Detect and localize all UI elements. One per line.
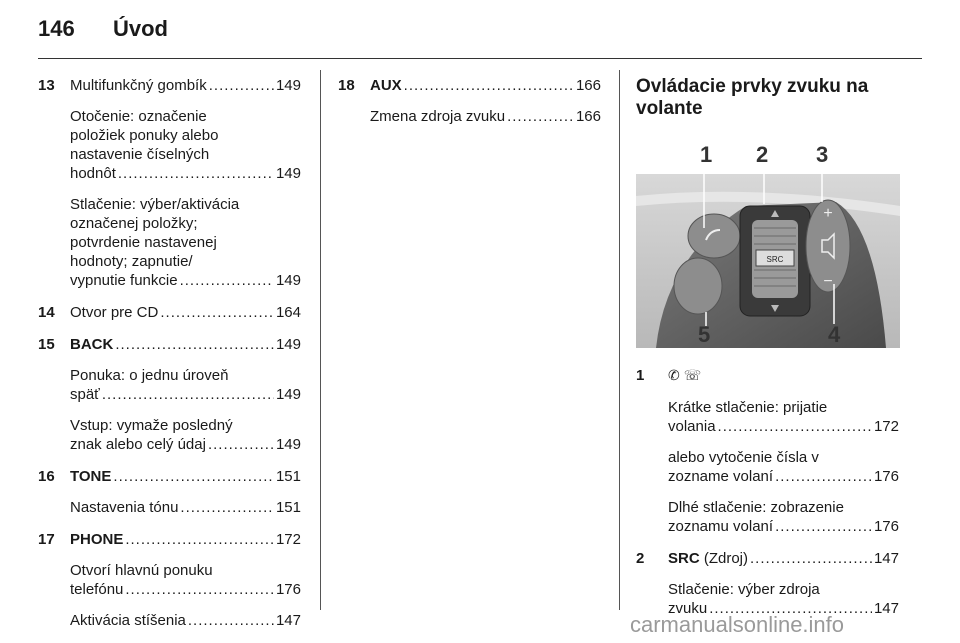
entry-label: Otvor pre CD [70,304,159,321]
sub-line: položiek ponuky alebo [70,127,219,144]
dot-leader [775,517,872,536]
sub-line: Ponuka: o jednu úroveň [70,367,229,384]
list-item [338,76,601,126]
callout-2: 2 [756,142,769,167]
callout-5: 5 [698,322,711,347]
entry-label: SRC [668,550,700,567]
dot-leader [113,467,274,486]
callout-1: 1 [700,142,713,167]
sub-line: Stlačenie: výber zdroja [668,581,820,598]
entry-text [668,467,773,486]
src-label: SRC [766,255,784,264]
item-number: 18 [338,77,355,94]
dotted-line [70,530,301,549]
page-ref: 176 [873,468,899,485]
dot-leader [125,530,274,549]
callout-3: 3 [816,142,829,167]
entry-label: hodnôt [70,165,116,182]
list-item [38,303,301,322]
dotted-line [70,435,301,454]
dot-leader [750,549,872,568]
sub-line: Vstup: vymaže posledný [70,417,233,434]
item-number: 17 [38,531,55,548]
entry-label: zoznamu volaní [668,518,774,535]
sub-entry [70,195,301,290]
sub-line: alebo vytočenie čísla v [668,449,819,466]
page-ref: 147 [873,600,899,617]
watermark: carmanualsonline.info [630,612,845,637]
entry-label: Multifunkčný gombík [70,77,207,94]
page-ref: 149 [275,336,301,353]
dot-leader [115,335,274,354]
page-ref: 172 [873,418,899,435]
page-ref: 151 [275,499,301,516]
entry-label-suffix: (Zdroj) [699,550,749,567]
entry-text [70,580,123,599]
sub-line: Krátke stlačenie: prijatie [668,399,828,416]
page-ref: 166 [575,77,601,94]
dot-leader [160,303,274,322]
dotted-line [668,517,899,536]
dotted-line [668,417,899,436]
column-divider [619,70,620,610]
dotted-line [370,107,601,126]
sub-entry [70,611,301,630]
dot-leader [404,76,574,95]
entry-label: Zmena zdroja zvuku [370,108,506,125]
sub-line: nastavenie číselných [70,146,210,163]
page-ref: 149 [275,436,301,453]
dotted-line [370,76,601,95]
sub-entry [668,448,899,486]
list-item [38,467,301,517]
sub-entry [70,107,301,183]
page-ref: 147 [275,612,301,629]
item-number: 2 [636,550,645,567]
svg-text:−: − [823,273,833,290]
entry-label: AUX [370,77,402,94]
sub-line: označenej položky; [70,215,198,232]
entry-label: zozname volaní [668,468,774,485]
page-ref: 151 [275,468,301,485]
phone-icon: ✆☏ [668,368,706,384]
page-title: Úvod [113,16,168,41]
page-ref: 164 [275,304,301,321]
dot-leader [118,164,274,183]
entry-text [668,549,748,568]
list-item [636,549,899,618]
svg-text:+: + [823,205,833,222]
sub-entry [370,107,601,126]
list-item [636,366,899,536]
callout-4: 4 [828,322,841,347]
page-ref: 147 [873,550,899,567]
sub-entry [70,561,301,599]
dot-leader [718,417,872,436]
entry-text [70,530,123,549]
page-number: 146 [38,16,75,41]
page-ref: 149 [275,272,301,289]
page-ref: 149 [275,77,301,94]
entry-label: späť [70,386,100,403]
steering-wheel-controls-figure [636,136,900,348]
dot-leader [775,467,872,486]
entry-label: volania [668,418,716,435]
dotted-line [70,335,301,354]
entry-text [70,271,178,290]
entry-text [370,76,402,95]
column-1 [38,76,301,643]
entry-label: BACK [70,336,114,353]
dotted-line [70,303,301,322]
column-2 [338,76,601,139]
sub-entry [668,398,899,436]
page-ref: 149 [275,165,301,182]
page-header [38,16,168,42]
sub-entry [70,416,301,454]
column-3 [636,76,899,631]
item-number: 1 [636,367,645,384]
dot-leader [507,107,574,126]
sub-line: potvrdenie nastavenej [70,234,217,251]
dotted-line [70,164,301,183]
entry-label: Nastavenia tónu [70,499,179,516]
entry-text [70,164,116,183]
entry-text [668,417,716,436]
item-number: 15 [38,336,55,353]
dotted-line [668,549,899,568]
entry-text [70,303,158,322]
dotted-line [70,611,301,630]
entry-label: zvuku [668,600,708,617]
dot-leader [188,611,274,630]
entry-text [70,435,206,454]
dotted-line [70,271,301,290]
entry-text [70,335,113,354]
dotted-line [70,76,301,95]
header-rule [38,58,922,59]
entry-label: Aktivácia stíšenia [70,612,186,629]
dot-leader [209,76,274,95]
entry-text [70,76,207,95]
dotted-line [668,467,899,486]
sub-line: Otvorí hlavnú ponuku [70,562,213,579]
page-ref: 166 [575,108,601,125]
entry-text [70,467,111,486]
dot-leader [125,580,274,599]
section-heading: Ovládacie prvky zvuku na volante [636,76,869,119]
column-divider [320,70,321,610]
item-number: 16 [38,468,55,485]
sub-line: Stlačenie: výber/aktivácia [70,196,240,213]
entry-label: vypnutie funkcie [70,272,178,289]
entry-text [70,611,186,630]
dot-leader [180,498,274,517]
list-item [38,76,301,290]
mute-button [674,258,722,314]
list-item [38,335,301,454]
item-number: 13 [38,77,55,94]
entry-text [370,107,505,126]
page-ref: 149 [275,386,301,403]
sub-entry [70,366,301,404]
page-ref: 176 [275,581,301,598]
sub-line: Otočenie: označenie [70,108,207,125]
list-item [38,530,301,630]
page-ref: 172 [275,531,301,548]
sub-entry [668,498,899,536]
dotted-line [70,385,301,404]
dot-leader [102,385,274,404]
item-number: 14 [38,304,55,321]
entry-text [70,498,178,517]
sub-line: hodnoty; zapnutie/ [70,253,193,270]
entry-label: znak alebo celý údaj [70,436,206,453]
sub-line: Dlhé stlačenie: zobrazenie [668,499,844,516]
dot-leader [208,435,274,454]
phone-button [688,214,740,258]
entry-symbols [668,366,899,386]
entry-label: TONE [70,468,112,485]
dotted-line [70,580,301,599]
page-ref: 176 [873,518,899,535]
dot-leader [180,271,274,290]
entry-text [70,385,100,404]
entry-label: PHONE [70,531,124,548]
entry-label: telefónu [70,581,124,598]
dotted-line [70,467,301,486]
entry-text [668,517,773,536]
sub-entry [70,498,301,517]
dotted-line [70,498,301,517]
controls-list [636,366,899,618]
